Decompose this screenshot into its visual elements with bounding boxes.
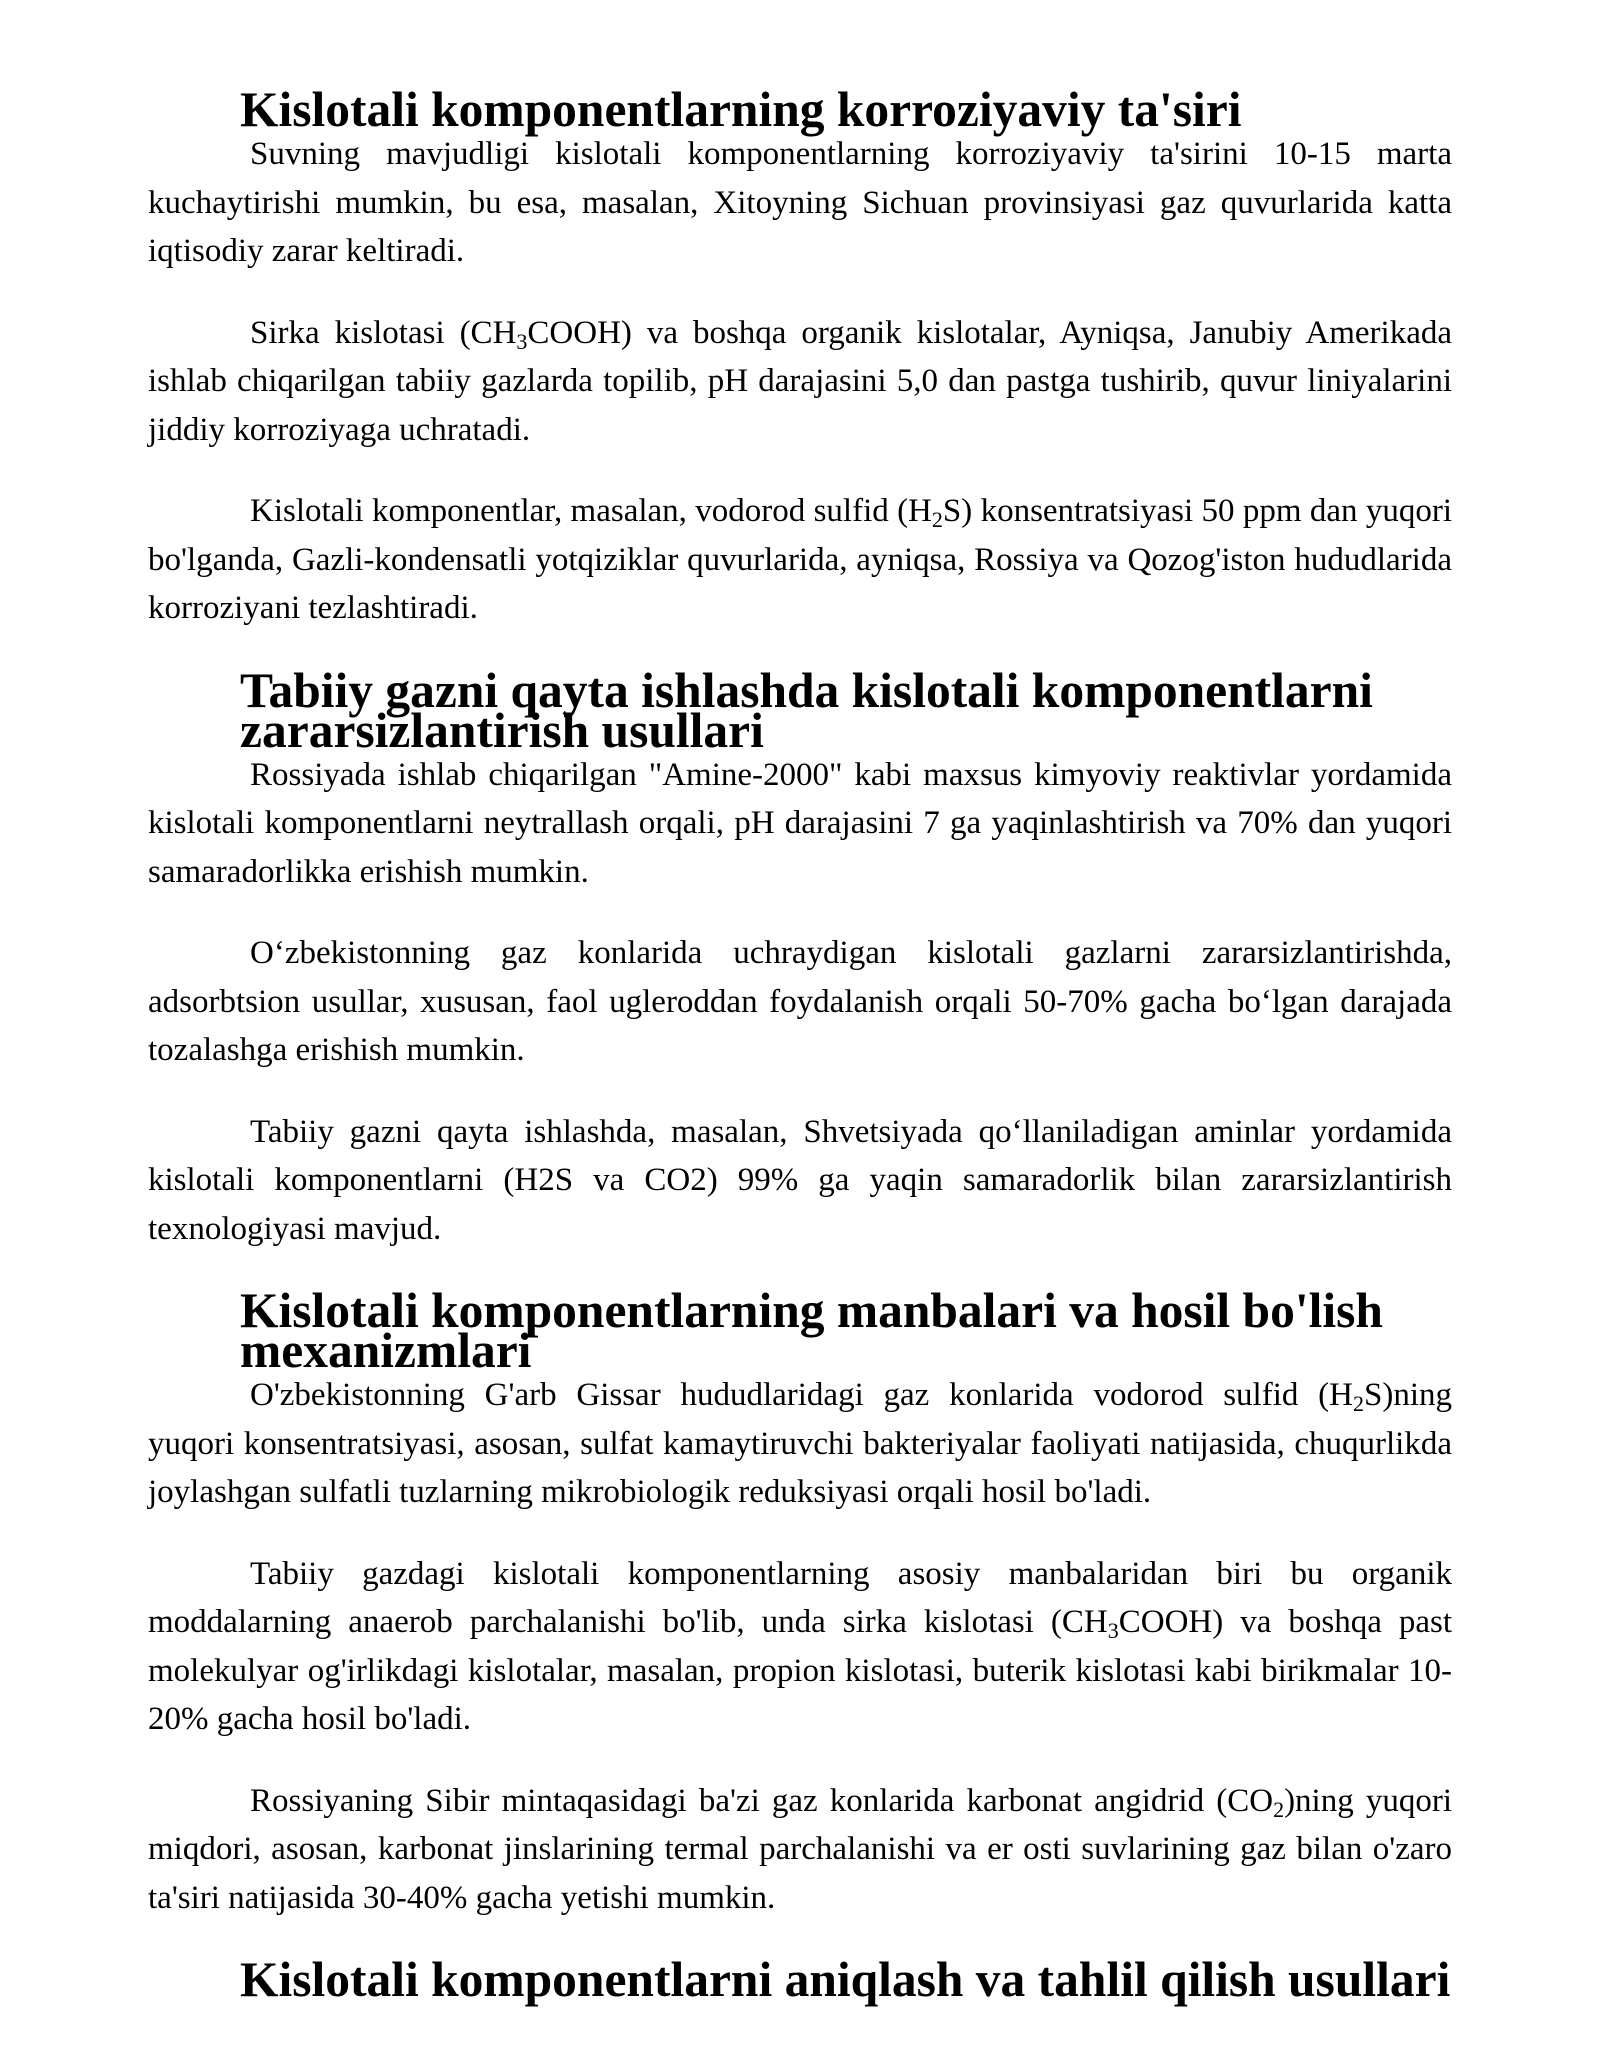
- section-heading-sources: Kislotali komponentlarning manbalari va hosil bo'lish mexanizmlari: [240, 1283, 1383, 1378]
- paragraph: Kislotali komponentlar, masalan, vodorod sulfid $(H_2S)$ konsentratsiyasi 50 ppm dan yuqori bo'lganda, Gazli-kondensatli yotqiziklar quvurlarida, ayniqsa, Rossiya va Qozog'iston hududlarida korroziyani tezlashtiradi.: [148, 493, 1452, 626]
- paragraph: Sirka kislotasi $(CH_3COOH)$ va boshqa organik kislotalar, Ayniqsa, Janubiy Amerikada ishlab chiqarilgan tabiiy gazlarda topilib, pH darajasini 5,0 dan pastga tushirib, quvur liniyalarini jiddiy korroziyaga uchratadi.: [148, 314, 1452, 448]
- section-heading-corrosion: Kislotali komponentlarning korroziyaviy ta'siri: [240, 82, 1242, 137]
- section-heading-neutralization: Tabiiy gazni qayta ishlashda kislotali komponentlarni zararsizlantirish usullari: [240, 662, 1373, 758]
- paragraph: O'zbekistonning G'arb Gissar hududlaridagi gaz konlarida vodorod sulfid $(H_2S)ning$ yuqori konsentratsiyasi, asosan, sulfat kamaytiruvchi bakteriyalar faoliyati natijasida, chuqurlikda joylashgan sulfatli tuzlarning mikrobiologik reduksiyasi orqali hosil bo'ladi.: [148, 1377, 1452, 1510]
- subscript: 2: [1273, 1796, 1285, 1822]
- subscript: 2: [1352, 1391, 1364, 1416]
- section-heading-analysis: Kislotali komponentlarni aniqlash va tahlil qilish usullari: [240, 1952, 1451, 2007]
- paragraph: Tabiiy gazdagi kislotali komponentlarning asosiy manbalaridan biri bu organik moddalarning anaerob parchalanishi bo'lib, unda sirka kislotasi $(CH_3COOH)$ va boshqa past molekulyar og'irlikdagi kislotalar, masalan, propion kislotasi, buterik kislotasi kabi birikmalar 10-20% gacha hosil bo'ladi.: [148, 1555, 1452, 1737]
- paragraph: Tabiiy gazni qayta ishlashda, masalan, Shvetsiyada qo‘llaniladigan aminlar yordamida kislotali komponentlarni (H2S va CO2) 99% ga yaqin samaradorlik bilan zararsizlantirish texnologiyasi mavjud.: [148, 1113, 1452, 1247]
- paragraph: Rossiyaning Sibir mintaqasidagi ba'zi gaz konlarida karbonat angidrid $(CO_2)ning$ yuqori miqdori, asosan, karbonat jinslarining termal parchalanishi va er osti suvlarining gaz bilan o'zaro ta'siri natijasida 30-40% gacha yetishi mumkin.: [148, 1782, 1453, 1916]
- paragraph: Suvning mavjudligi kislotali komponentlarning korroziyaviy ta'sirini 10-15 marta kuchaytirishi mumkin, bu esa, masalan, Xitoyning Sichuan provinsiyasi gaz quvurlarida katta iqtisodiy zarar keltiradi.: [148, 136, 1452, 269]
- paragraph: Rossiyada ishlab chiqarilgan "Amine-2000" kabi maxsus kimyoviy reaktivlar yordamida kislotali komponentlarni neytrallash orqali, pH darajasini 7 ga yaqinlashtirish va 70% dan yuqori samaradorlikka erishish mumkin.: [148, 756, 1452, 890]
- document-page: [148, 82, 1453, 2007]
- subscript: 3: [516, 328, 528, 354]
- subscript: 3: [1107, 1618, 1119, 1643]
- subscript: 2: [931, 507, 943, 532]
- paragraph: O‘zbekistonning gaz konlarida uchraydigan kislotali gazlarni zararsizlantirishda, adsorbtsion usullar, xususan, faol ugleroddan foydalanish orqali 50-70% gacha bo‘lgan darajada tozalashga erishish mumkin.: [148, 935, 1452, 1068]
